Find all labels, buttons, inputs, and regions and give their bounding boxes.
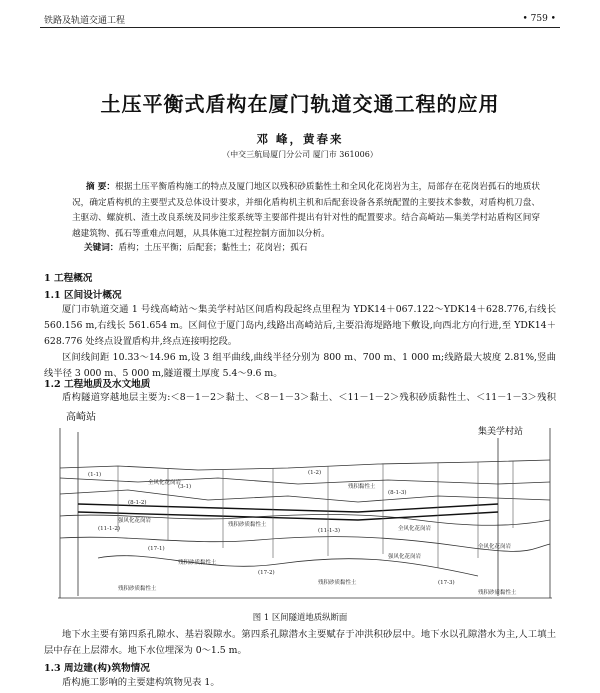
layer-boundary-4: [60, 537, 550, 552]
geological-profile-figure: [58, 408, 552, 604]
paragraph-4: 地下水主要有第四系孔隙水、基岩裂隙水。第四系孔隙潜水主要赋存于冲洪积砂层中。地下水以孔隙潜水为主,人工填土层中存在上层滞水。地下水位埋深为 0～1.5 m。: [44, 629, 556, 656]
paragraph-2: 区间线间距 10.33～14.96 m,设 3 组平曲线,曲线半径分别为 800 m、700 m、1 000 m;线路最大坡度 2.81%,竖曲线半径 3 000 m、5 000 m,隧道覆土厚度 5.4～9.6 m。: [44, 352, 556, 379]
note-10: 残积砂质黏性土: [118, 586, 157, 592]
page-number: • 759 •: [522, 14, 556, 24]
section-heading-1-3: 1.3 周边建(构)筑物情况: [44, 663, 150, 674]
keywords-label: 关键词：: [84, 243, 119, 253]
layer-boundary-1: [60, 478, 550, 484]
layer-label-7: (11-1-3): [318, 528, 341, 534]
layer-label-4: (8-1-2): [128, 500, 147, 506]
layer-label-5: (8-1-3): [388, 490, 407, 496]
geological-profile-drawing: [58, 408, 552, 604]
abstract: [72, 180, 540, 242]
station-left-label: 高崎站: [66, 412, 96, 423]
note-2: 强风化花岗岩: [118, 518, 152, 524]
section-heading-1-2: 1.2 工程地质及水文地质: [44, 379, 151, 390]
layer-label-2: (1-2): [308, 470, 322, 476]
section-heading-1: 1 工程概况: [44, 273, 93, 284]
note-3: 残积砂质黏性土: [228, 522, 267, 528]
layer-label-3: (3-1): [178, 484, 192, 490]
running-header: [44, 12, 556, 26]
note-1: 全风化花岗岩: [148, 480, 182, 486]
note-4: 残积黏性土: [348, 484, 376, 490]
paragraph-1: 厦门市轨道交通 1 号线高崎站～集美学村站区间盾构段起终点里程为 YDK14＋067.122～YDK14＋628.776,右线长 560.156 m,右线长 561.654 m。区间位于厦门岛内,线路出高崎站后,主要沿海堤路地下敷设,向西北方向行进,至 YDK14＋628.776 处终点设置盾构井,终点连接明挖段。: [44, 304, 556, 347]
layer-label-6: (11-1-2): [98, 526, 121, 532]
note-6: 残积砂质黏性土: [178, 560, 217, 566]
affiliation: （中交三航局厦门分公司 厦门市 361006）: [222, 150, 378, 159]
paragraph-5: 盾构施工影响的主要建构筑物见表 1。: [62, 677, 220, 688]
note-9: 全风化花岗岩: [478, 544, 512, 550]
header-rule: [40, 27, 560, 28]
section-heading-1-1: 1.1 区间设计概况: [44, 290, 122, 301]
layer-label-9: (17-2): [258, 570, 275, 576]
layer-label-10: (17-3): [438, 580, 455, 586]
note-5: 全风化花岗岩: [398, 526, 432, 532]
abstract-text: 根据土压平衡盾构施工的特点及厦门地区以残积砂质黏性土和全风化花岗岩为主，局部存在花岗岩孤石的地质状况，确定盾构机的主要型式及总体设计要求，并细化盾构机主机和后配套设备各系统配置的主要技术参数，对盾构机刀盘、主驱动、螺旋机、渣土改良系统及同步注浆系统等主要部件提出有针对性的配置要求。结合高崎站—集美学村站盾构区间穿越建筑物、孤石等重难点问题，从具体施工过程控制方面加以分析。: [72, 182, 540, 239]
keywords: [84, 242, 540, 254]
layer-label-1: (1-1): [88, 472, 102, 478]
authors: 邓 峰，黄春来: [256, 132, 344, 146]
journal-name: 铁路及轨道交通工程: [44, 15, 126, 26]
layer-label-8: (17-1): [148, 546, 165, 552]
station-right-label: 集美学村站: [478, 427, 524, 437]
ground-surface: [60, 460, 550, 470]
paragraph-3: 盾构隧道穿越地层主要为:＜8－1－2＞黏土、＜8－1－3＞黏土、＜11－1－2＞残积砂质黏性土、＜11－1－3＞残积: [62, 392, 556, 403]
note-7: 残积砂质黏性土: [318, 580, 357, 586]
keywords-text: 盾构；土压平衡；后配套；黏性土；花岗岩；孤石: [118, 243, 308, 253]
figure-caption: 图 1 区间隧道地质纵断面: [252, 612, 348, 622]
article-title: 土压平衡式盾构在厦门轨道交通工程的应用: [100, 92, 500, 116]
note-8: 强风化花岗岩: [388, 554, 422, 560]
abstract-label: 摘 要：: [86, 182, 116, 192]
note-11: 残积砂质黏性土: [478, 590, 517, 596]
